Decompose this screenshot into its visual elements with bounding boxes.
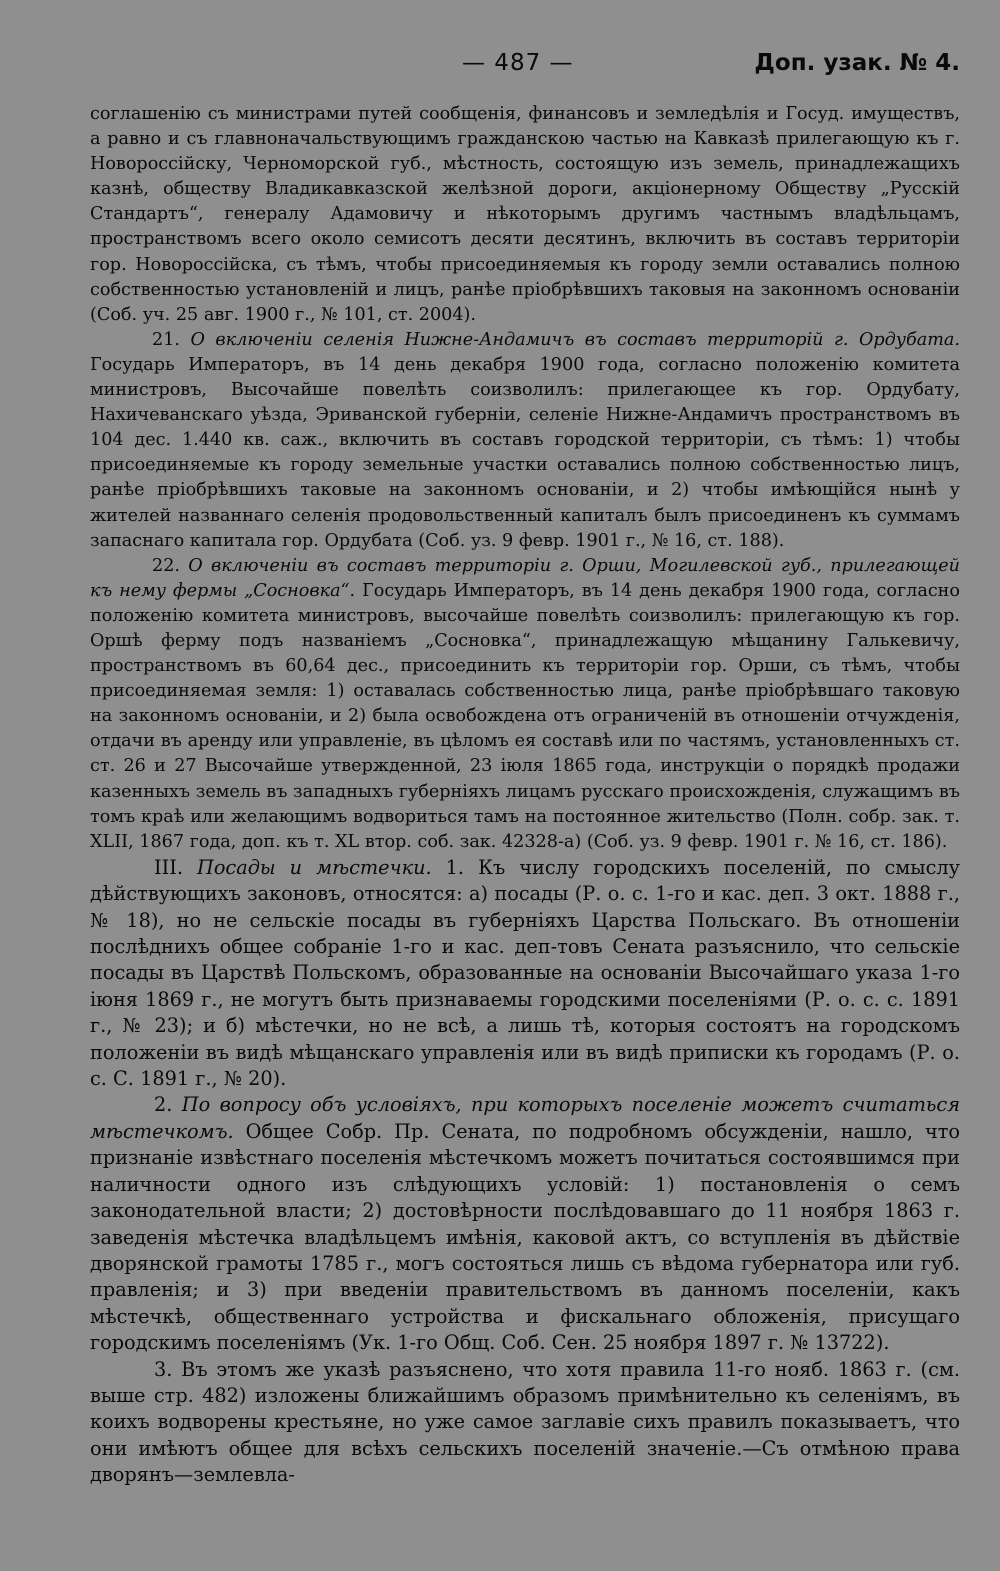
item-number: 21. <box>152 329 180 350</box>
item-body: Государь Императоръ, въ 14 день декабря 1900 года, согласно положенію комитета министровъ, Высочайше повелѣть соизволилъ: прилегающее къ гор. Ордубату, Нахичеванскаго уѣзда, Эриванской губерніи, селеніе Нижне-Андамичъ пространствомъ въ 104 дес. 1.440 кв. саж., включить въ составъ городской территоріи, съ тѣмъ: 1) чтобы присоединяемые къ городу земельные участки оставались полною собственностью лицъ, ранѣе пріобрѣвшихъ таковые на законномъ основаніи, и 2) чтобы имѣющійся нынѣ у жителей названнаго селенія продовольственный капиталъ былъ присоединенъ къ суммамъ запаснаго капитала гор. Ордубата (Соб. уз. 9 февр. 1901 г., № 16, ст. 188). <box>90 354 960 551</box>
item-title: По вопросу объ условіяхъ, при которыхъ поселеніе можетъ считаться мѣстечкомъ. <box>90 1093 960 1143</box>
item-body: Государь Императоръ, въ 14 день декабря 1900 года, согласно положенію комитета министровъ, высочайше повелѣть соизволилъ: прилегающую къ гор. Оршѣ ферму подъ названіемъ „Сосновка“, принадлежащую мѣщанину Галькевичу, пространствомъ въ 60,64 дес., присоединить къ территоріи гор. Орши, съ тѣмъ, чтобы присоединяемая земля: 1) оставалась собственностью лица, ранѣе пріобрѣвшаго таковую на законномъ основаніи, и 2) была освобождена отъ ограниченій въ отношеніи отчужденія, отдачи въ аренду или управленіе, въ цѣломъ ея составѣ или по частямъ, установленныхъ ст. ст. 26 и 27 Высочайше утвержденной, 23 іюля 1865 года, инструкціи о порядкѣ продажи казенныхъ земель въ западныхъ губерніяхъ лицамъ русскаго происхожденія, служащимъ въ томъ краѣ или желающимъ водвориться тамъ на постоянное жительство (Полн. собр. зак. т. XLII, 1867 года, доп. къ т. XL втор. соб. зак. 42328-а) (Соб. уз. 9 февр. 1901 г. № 16, ст. 186). <box>90 580 960 852</box>
paragraph-iii-3: 3. Въ этомъ же указѣ разъяснено, что хотя правила 11-го нояб. 1863 г. (см. выше стр. 482) изложены ближайшимъ образомъ примѣнительно къ селеніямъ, въ коихъ водворены крестьяне, но уже самое заглавіе сихъ правилъ показываетъ, что они имѣютъ общее для всѣхъ сельскихъ поселеній значеніе.—Съ отмѣною права дворянъ—землевла- <box>90 1357 960 1487</box>
item-title: О включеніи въ составъ территоріи г. Орши, Могилевской губ., прилегающей къ нему фермы „Сосновка“. <box>90 555 960 601</box>
item-number: 2. <box>154 1093 173 1117</box>
paragraph-21 <box>90 328 960 554</box>
item-number: 22. <box>152 555 180 576</box>
item-title: О включеніи селенія Нижне-Андамичъ въ составъ территорій г. Ордубата. <box>190 329 961 350</box>
section-iii <box>90 855 960 1093</box>
section-number: III. <box>154 855 183 879</box>
paragraph-continuation: соглашенію съ министрами путей сообщенія, финансовъ и земледѣлія и Госуд. имуществъ, а равно и съ главноначальствующимъ гражданскою частью на Кавказѣ прилегающую къ г. Новороссійску, Черноморской губ., мѣстность, состоящую изъ земель, принадлежащихъ казнѣ, обществу Владикавказской желѣзной дороги, акціонерному Обществу „Русскій Стандартъ“, генералу Адамовичу и нѣкоторымъ другимъ частнымъ владѣльцамъ, пространствомъ всего около семисотъ десяти десятинъ, включить въ составъ территоріи гор. Новороссійска, съ тѣмъ, чтобы присоединяемыя къ городу земли оставались полною собственностью установленій и лицъ, ранѣе пріобрѣвшихъ таковыя на законномъ основаніи (Соб. уч. 25 авг. 1900 г., № 101, ст. 2004). <box>90 104 960 325</box>
page-number: — 487 — <box>462 50 574 76</box>
section-title: Посады и мѣстечки. <box>197 855 432 879</box>
section-body: 1. Къ числу городскихъ поселеній, по смыслу дѣйствующихъ законовъ, относятся: а) посады (Р. о. с. 1-го и кас. деп. 3 окт. 1888 г., № 18), но не сельскіе посады въ губерніяхъ Царства Польскаго. Въ отношеніи послѣднихъ общее собраніе 1-го и кас. деп-товъ Сената разъяснило, что сельскіе посады въ Царствѣ Польскомъ, образованные на основаніи Высочайшаго указа 1-го іюня 1869 г., не могутъ быть признаваемы городскими поселеніями (Р. о. с. с. 1891 г., № 23); и б) мѣстечки, но не всѣ, а лишь тѣ, которыя состоятъ на городскомъ положеніи въ видѣ мѣщанскаго управленія или въ видѣ приписки къ городамъ (Р. о. с. С. 1891 г., № 20). <box>90 855 960 1091</box>
section-label: Доп. узак. № 4. <box>754 50 960 76</box>
page-header <box>90 46 960 86</box>
item-body: Общее Собр. Пр. Сената, по подробномъ обсужденіи, нашло, что признаніе извѣстнаго поселенія мѣстечкомъ можетъ почитаться состоявшимся при наличности одного изъ слѣдующихъ условій: 1) постановленія о семъ законодательной власти; 2) достовѣрности послѣдовавшаго до 11 ноября 1863 г. заведенія мѣстечка владѣльцемъ имѣнія, каковой актъ, со вступленія въ дѣйствіе дворянской грамоты 1785 г., могъ состояться лишь съ вѣдома губернатора или губ. правленія; и 3) при введеніи правительствомъ въ данномъ поселеніи, какъ мѣстечкѣ, общественнаго устройства и фискальнаго обложенія, присущаго городскимъ поселеніямъ (Ук. 1-го Общ. Соб. Сен. 25 ноября 1897 г. № 13722). <box>90 1119 960 1355</box>
paragraph-22 <box>90 554 960 855</box>
paragraph-iii-2 <box>90 1092 960 1356</box>
